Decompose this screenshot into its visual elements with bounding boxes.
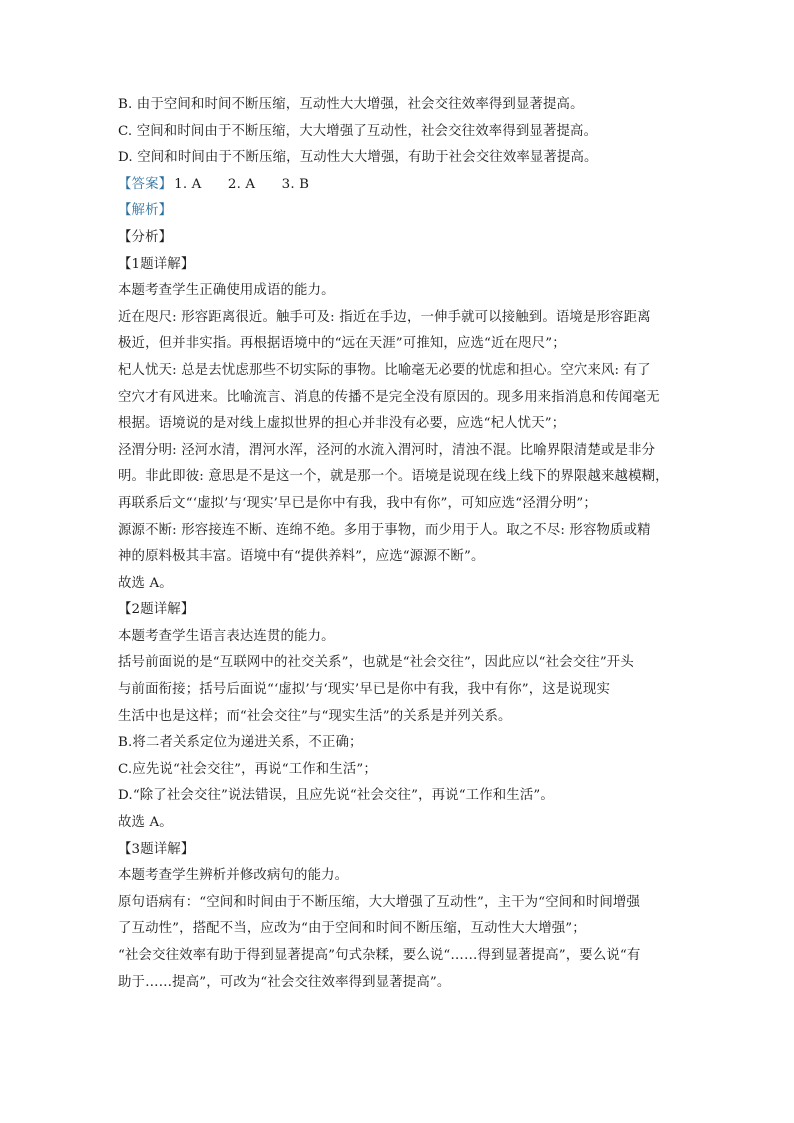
- sec2-line: C.应先说“社会交往”，再说“工作和生活”；: [118, 761, 377, 777]
- sec3-heading: 【3题详解】: [118, 841, 195, 857]
- sec1-line: 源源不断: 形容接连不断、连绵不绝。多用于事物，而少用于人。取之不尽: 形容物质或精: [118, 522, 651, 538]
- sec1-line: 杞人忧天: 总是去忧虑那些不切实际的事物。比喻毫无必要的忧虑和担心。空穴来风: 有了: [118, 362, 651, 378]
- sec1-line: 再联系后文“‘虚拟’与‘现实’早已是你中有我，我中有你”，可知应选“泾渭分明”；: [118, 495, 597, 511]
- sec2-line: 与前面衔接；括号后面说“‘虚拟’与‘现实’早已是你中有我，我中有你”，这是说现实: [118, 682, 610, 698]
- answer-value: 1. A 2. A 3. B: [174, 176, 310, 192]
- sec2-conclusion: 故选 A。: [118, 815, 173, 831]
- sec1-line: 泾渭分明: 泾河水清，渭河水浑，泾河的水流入渭河时，清浊不混。比喻界限清楚或是非分: [118, 442, 656, 458]
- sec1-line: 神的原料极其丰富。语境中有“提供养料”，应选“源源不断”。: [118, 549, 485, 565]
- sec1-line: 极近，但并非实指。再根据语境中的“远在天涯”可推知，应选“近在咫尺”；: [118, 336, 566, 352]
- sec1-line: 近在咫尺: 形容距离很近。触手可及: 指近在手边，一伸手就可以接触到。语境是形容距离: [118, 309, 651, 325]
- sec3-line: 本题考查学生辨析并修改病句的能力。: [118, 868, 349, 884]
- sec2-heading: 【2题详解】: [118, 602, 195, 618]
- sec3-line: 原句语病有：“空间和时间由于不断压缩，大大增强了互动性”，主干为“空间和时间增强: [118, 894, 640, 910]
- sec3-line: “社会交往效率有助于得到显著提高”句式杂糅，要么说“……得到显著提高”，要么说“有: [118, 948, 641, 963]
- sec2-line: 括号前面说的是“互联网中的社交关系”，也就是“社会交往”，因此应以“社会交往”开头: [118, 655, 634, 671]
- sec1-heading: 【1题详解】: [118, 256, 195, 272]
- answer-label: 【答案】: [118, 176, 173, 192]
- answer-line: [118, 172, 678, 199]
- option-b: B. 由于空间和时间不断压缩，互动性大大增强，社会交往效率得到显著提高。: [118, 97, 584, 112]
- sec2-line: B.将二者关系定位为递进关系，不正确；: [118, 735, 363, 751]
- sec2-line: 生活中也是这样；而“社会交往”与“现实生活”的关系是并列关系。: [118, 708, 512, 724]
- sec1-line: 空穴才有风进来。比喻流言、消息的传播不是完全没有原因的。现多用来指消息和传闻毫无: [118, 389, 660, 405]
- sec1-line: 明。非此即彼: 意思是不是这一个，就是那一个。语境是说现在线上线下的界限越来越模糊，: [118, 469, 669, 485]
- jiexi-heading: 【解析】: [118, 203, 173, 219]
- option-c: C. 空间和时间由于不断压缩，大大增强了互动性，社会交往效率得到显著提高。: [118, 123, 598, 139]
- sec1-conclusion: 故选 A。: [118, 575, 173, 591]
- option-d: D. 空间和时间由于不断压缩，互动性大大增强，有助于社会交往效率显著提高。: [118, 150, 598, 166]
- sec1-line: 本题考查学生正确使用成语的能力。: [118, 283, 335, 299]
- sec3-line: 了互动性”，搭配不当，应改为“由于空间和时间不断压缩，互动性大大增强”；: [118, 921, 586, 937]
- sec2-line: D.“除了社会交往”说法错误，且应先说“社会交往”，再说“工作和生活”。: [118, 788, 554, 804]
- sec1-line: 根据。语境说的是对线上虚拟世界的担心并非没有必要，应选“杞人忧天”；: [118, 416, 566, 432]
- document-page: [118, 92, 678, 996]
- fenxi-heading: 【分析】: [118, 229, 173, 245]
- sec3-line: 助于……提高”，可改为“社会交往效率得到显著提高”。: [118, 974, 451, 990]
- sec2-line: 本题考查学生语言表达连贯的能力。: [118, 628, 335, 644]
